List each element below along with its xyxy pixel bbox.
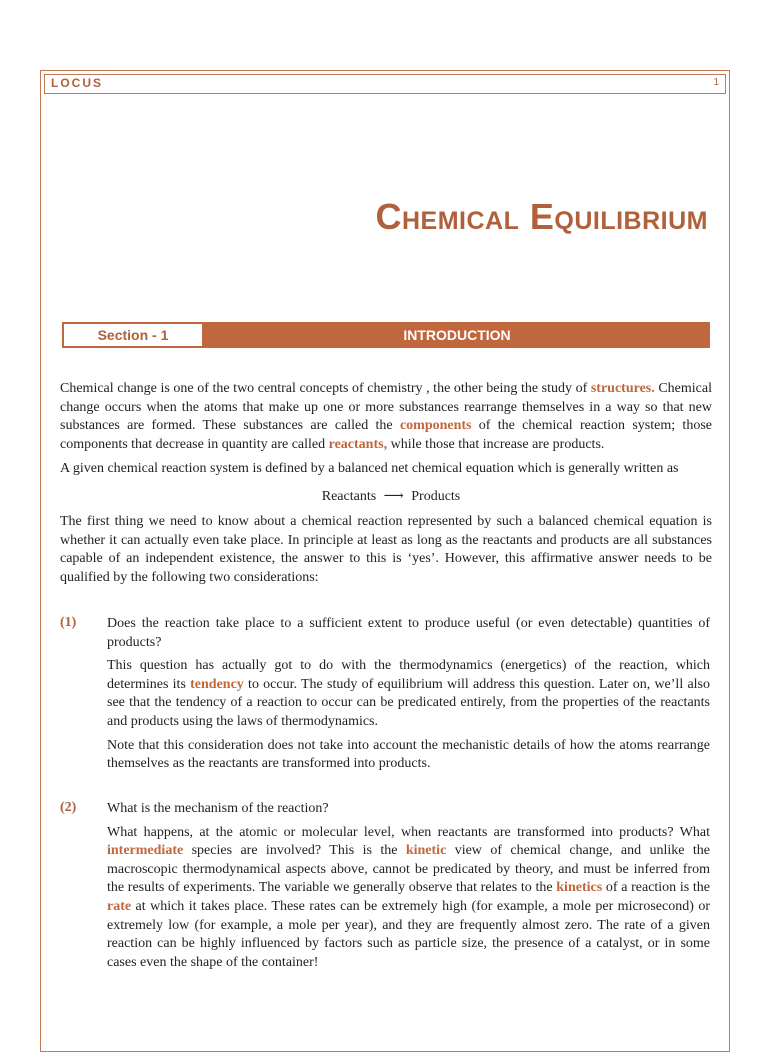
- page-number: 1: [713, 77, 719, 88]
- text-run: of the chemical reaction system; those components that decrease in quantity are called: [60, 418, 712, 452]
- definition-paragraph: A given chemical reaction system is defined by a balanced net chemical equation which is generally written as: [60, 461, 679, 476]
- text-run: Chemical change is one of the two central concepts of chemistry , the other being the study of: [60, 381, 591, 396]
- item-1-question: Does the reaction take place to a sufficient extent to produce useful (or even detectable) quantities of products?: [107, 616, 710, 650]
- header-brand: LOCUS: [51, 76, 103, 90]
- section-title: INTRODUCTION: [403, 327, 511, 343]
- item-2: [107, 800, 710, 972]
- running-header: [44, 74, 726, 94]
- text-run: This question has actually got to do with the thermodynamics (energetics) of the reaction, which determines its: [107, 658, 710, 692]
- item-number-2: (2): [60, 800, 77, 815]
- text-run: What happens, at the atomic or molecular level, when reactants are transformed into products? What: [107, 824, 710, 840]
- considerations-paragraph: The first thing we need to know about a chemical reaction represented by such a balanced chemical equation is whether it can actually even take place. In principle at least as long as the reactants and products are all substances capable of an independent existence, the answer to this is ‘yes’. However, this affirmative answer needs to be qualified by the following two considerations:: [60, 514, 712, 585]
- keyword-intermediate: intermediate: [107, 843, 184, 859]
- item-2-question: What is the mechanism of the reaction?: [107, 801, 329, 816]
- item-1-paragraph: [107, 657, 710, 731]
- keyword-kinetic: kinetic: [405, 843, 447, 859]
- keyword-rate: rate: [107, 898, 132, 914]
- keyword-tendency: tendency: [190, 676, 244, 692]
- equation-left: Reactants: [321, 489, 377, 504]
- text-run: view of chemical change, and unlike the macroscopic thermodynamical aspects above, cannot be predicated by theory, and must be inferred from the results of experiments. The variable we generally observe that relates to the: [107, 843, 710, 896]
- item-1: [107, 615, 710, 774]
- text-run: at which it takes place. These rates can be extremely high (for example, a mole per microsecond) or extremely low (for example, a mole per year), and they are frequently almost zero. The rate of a given reaction can be highly influenced by factors such as particle size, the presence of a catalyst, or in some cases even the shape of the container!: [107, 898, 710, 970]
- equation-right: Products: [411, 489, 461, 504]
- section-header: [62, 322, 710, 348]
- section-label: Section - 1: [63, 323, 203, 347]
- item-1-note: Note that this consideration does not take into account the mechanistic details of how the atoms rearrange themselves as the reactants are transformed into products.: [107, 737, 710, 772]
- arrow-right-icon: ⟶: [383, 489, 404, 504]
- keyword-kinetics: kinetics: [556, 880, 603, 896]
- intro-paragraph: [60, 380, 712, 454]
- page-title: Chemical Equilibrium: [375, 196, 708, 237]
- text-run: to occur. The study of equilibrium will address this question. Later on, we’ll also see that the tendency of a reaction to occur can be predicated entirely, from the properties of the reactants and products using the laws of thermodynamics.: [107, 676, 711, 729]
- item-number-1: (1): [60, 615, 77, 630]
- reaction-equation: [0, 488, 768, 505]
- text-run: Chemical change occurs when the atoms that make up one or more substances rearrange themselves in a way so that new substances are formed. These substances are called the: [60, 381, 712, 434]
- text-run: of a reaction is the: [602, 880, 711, 896]
- keyword-components: components: [399, 418, 472, 434]
- text-run: while those that increase are products.: [387, 436, 605, 452]
- keyword-structures: structures.: [590, 381, 655, 396]
- keyword-reactants: reactants,: [328, 436, 388, 452]
- text-run: species are involved? This is the: [183, 843, 406, 859]
- item-2-paragraph: [107, 824, 710, 973]
